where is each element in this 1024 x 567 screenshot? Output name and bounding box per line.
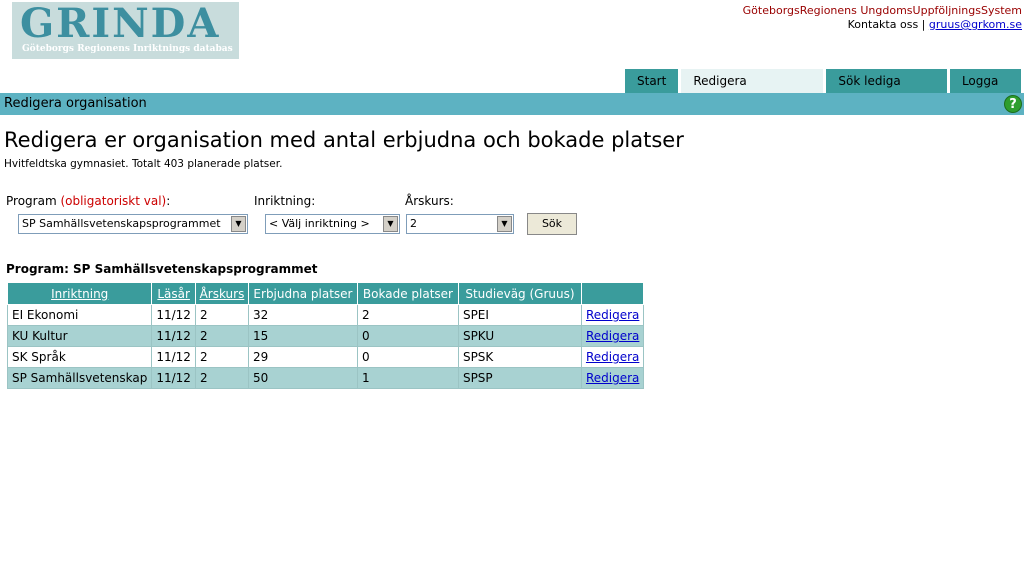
logo-subtitle: Göteborgs Regionens Inriktnings databas — [22, 44, 233, 54]
cell-action — [581, 347, 643, 368]
table-row — [8, 347, 644, 368]
program-heading: Program: SP Samhällsvetenskapsprogrammet — [6, 262, 318, 276]
cell-lasar: 11/12 — [152, 347, 196, 368]
cell-erbjudna: 29 — [248, 347, 357, 368]
cell-studievag: SPKU — [458, 326, 581, 347]
inriktning-select-value: < Välj inriktning > — [269, 217, 370, 230]
main-tabs — [625, 69, 1024, 93]
cell-lasar: 11/12 — [152, 305, 196, 326]
col-inriktning[interactable] — [8, 283, 152, 305]
cell-arskurs: 2 — [195, 305, 248, 326]
chevron-down-icon[interactable]: ▼ — [231, 216, 246, 232]
col-arskurs[interactable] — [195, 283, 248, 305]
cell-studievag: SPEI — [458, 305, 581, 326]
program-select[interactable] — [18, 214, 248, 234]
cell-action — [581, 305, 643, 326]
edit-link[interactable]: Redigera — [585, 329, 640, 343]
cell-bokade: 0 — [357, 347, 458, 368]
cell-lasar: 11/12 — [152, 326, 196, 347]
cell-inriktning: EI Ekonomi — [8, 305, 152, 326]
contact-email-link[interactable]: gruus@grkom.se — [928, 18, 1022, 31]
system-name: GöteborgsRegionens UngdomsUppföljningsSystem — [742, 4, 1022, 17]
inriktning-label: Inriktning: — [254, 194, 316, 208]
contact-link[interactable]: Kontakta oss | — [847, 18, 926, 31]
cell-erbjudna: 50 — [248, 368, 357, 389]
col-erbjudna: Erbjudna platser — [248, 283, 357, 305]
header-links — [743, 4, 1022, 32]
cell-erbjudna: 15 — [248, 326, 357, 347]
cell-studievag: SPSK — [458, 347, 581, 368]
cell-inriktning: KU Kultur — [8, 326, 152, 347]
cell-studievag: SPSP — [458, 368, 581, 389]
cell-inriktning: SP Samhällsvetenskap — [8, 368, 152, 389]
inriktning-select[interactable] — [265, 214, 400, 234]
col-studievag: Studieväg (Gruus) — [458, 283, 581, 305]
tab-redigera-organisation[interactable]: Redigera — [681, 69, 823, 93]
grinda-logo — [12, 2, 239, 59]
tab-sok-lediga-platser[interactable]: Sök lediga — [826, 69, 947, 93]
table-row — [8, 305, 644, 326]
search-button[interactable]: Sök — [527, 213, 577, 235]
cell-action — [581, 368, 643, 389]
page-subtitle: Hvitfeldtska gymnasiet. Totalt 403 planerade platser. — [4, 158, 283, 170]
program-label — [6, 194, 170, 208]
program-label-colon: : — [166, 194, 171, 208]
logo-title: GRINDA — [20, 0, 221, 47]
tab-start[interactable]: Start — [625, 69, 678, 93]
page-title: Redigera er organisation med antal erbjudna och bokade platser — [4, 128, 684, 152]
help-icon[interactable]: ? — [1004, 95, 1022, 113]
program-select-value: SP Samhällsvetenskapsprogrammet — [22, 217, 221, 230]
organisation-table — [7, 282, 644, 389]
arskurs-select[interactable] — [406, 214, 514, 234]
cell-arskurs: 2 — [195, 368, 248, 389]
program-required-note: (obligatoriskt val) — [60, 194, 167, 208]
section-title: Redigera organisation — [4, 96, 147, 111]
col-action — [581, 283, 643, 305]
edit-link[interactable]: Redigera — [585, 350, 640, 364]
col-bokade: Bokade platser — [357, 283, 458, 305]
chevron-down-icon[interactable]: ▼ — [497, 216, 512, 232]
edit-link[interactable]: Redigera — [585, 371, 640, 385]
section-titlebar — [0, 93, 1024, 115]
cell-erbjudna: 32 — [248, 305, 357, 326]
tab-logga-ut[interactable]: Logga — [950, 69, 1021, 93]
sort-arskurs-link[interactable]: Årskurs — [199, 286, 245, 301]
col-lasar[interactable] — [152, 283, 196, 305]
sort-inriktning-link[interactable]: Inriktning — [51, 286, 109, 301]
sort-lasar-link[interactable]: Läsår — [157, 286, 190, 301]
chevron-down-icon[interactable]: ▼ — [383, 216, 398, 232]
edit-link[interactable]: Redigera — [585, 308, 640, 322]
program-label-text: Program — [6, 194, 61, 208]
table-header-row — [8, 283, 644, 305]
cell-arskurs: 2 — [195, 326, 248, 347]
table-row — [8, 368, 644, 389]
cell-action — [581, 326, 643, 347]
cell-inriktning: SK Språk — [8, 347, 152, 368]
arskurs-select-value: 2 — [410, 217, 417, 230]
cell-lasar: 11/12 — [152, 368, 196, 389]
arskurs-label: Årskurs: — [405, 194, 454, 208]
cell-bokade: 2 — [357, 305, 458, 326]
cell-arskurs: 2 — [195, 347, 248, 368]
cell-bokade: 1 — [357, 368, 458, 389]
table-row — [8, 326, 644, 347]
cell-bokade: 0 — [357, 326, 458, 347]
